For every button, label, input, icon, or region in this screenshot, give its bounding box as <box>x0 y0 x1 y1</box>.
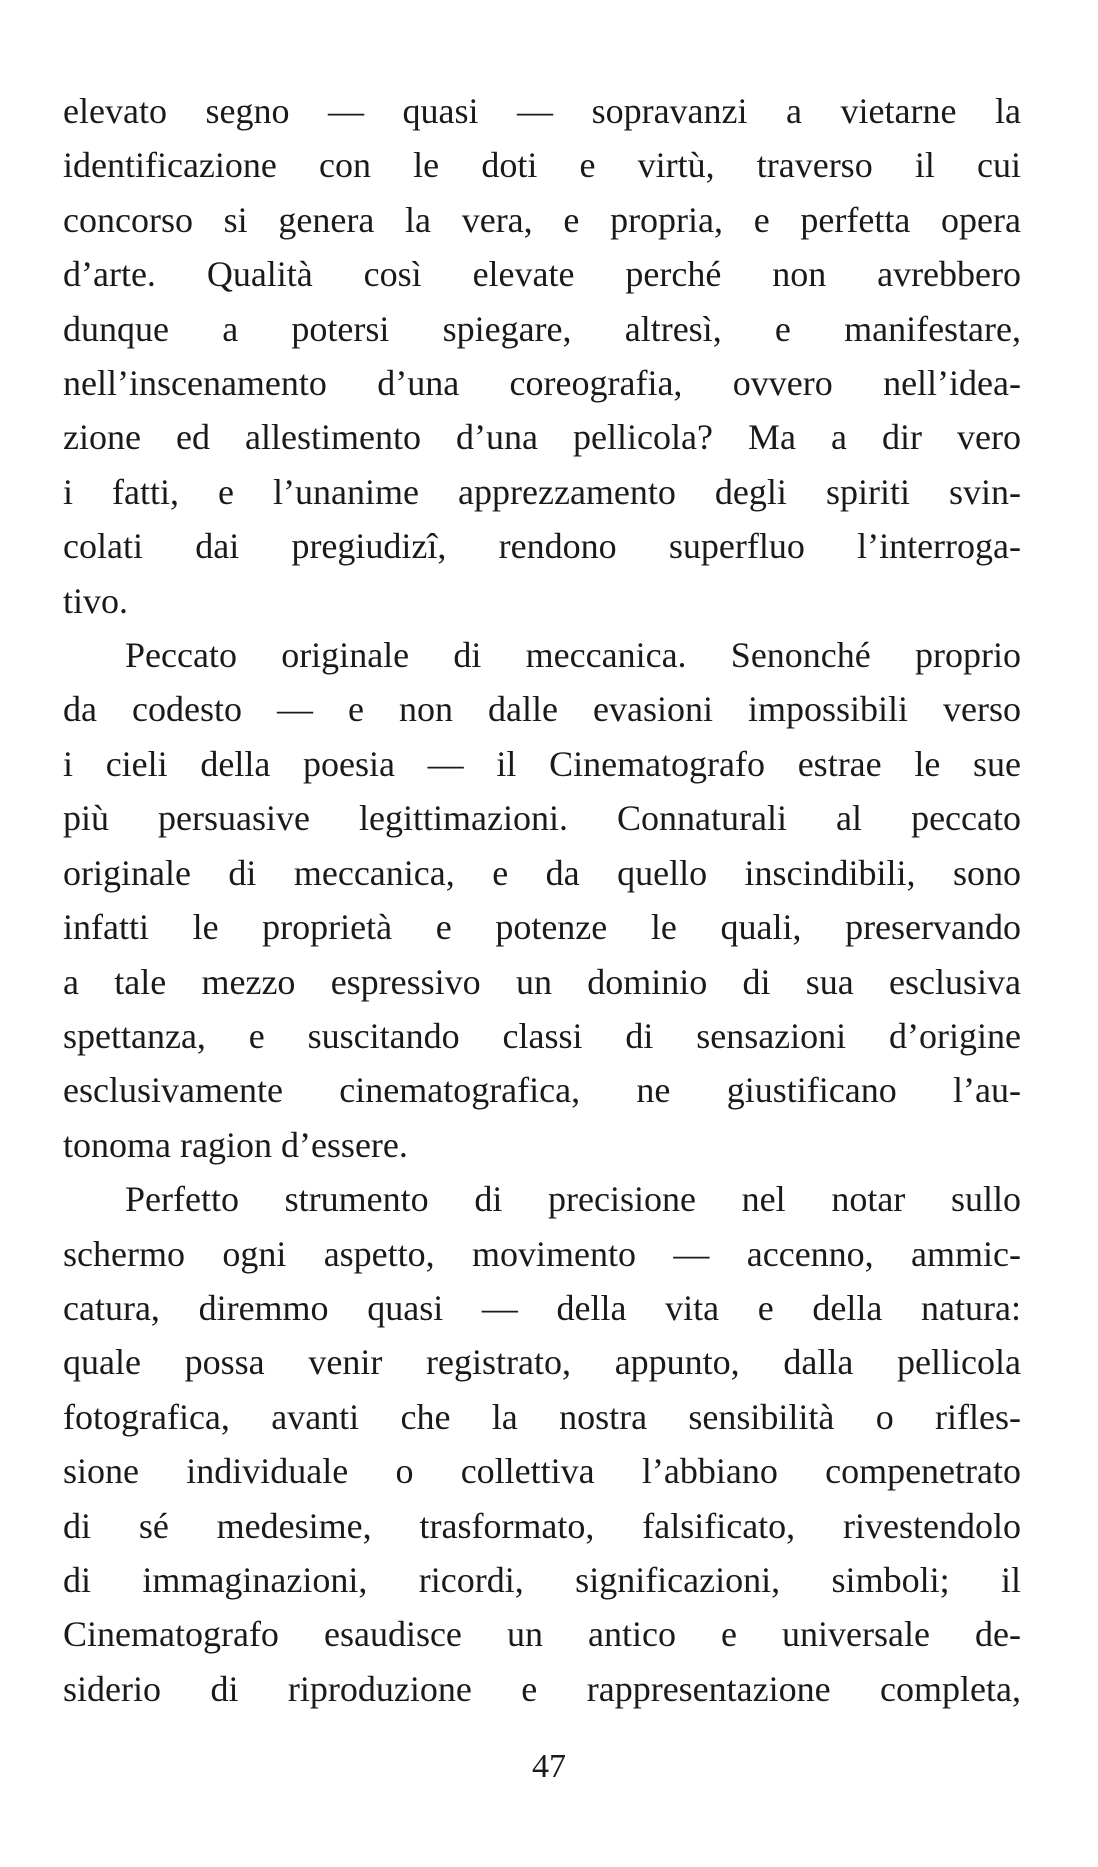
text-line: colati dai pregiudizî, rendono superfluo l’interroga- <box>63 526 1021 567</box>
text-line: dunque a potersi spiegare, altresì, e manifestare, <box>63 308 1021 349</box>
text-line: fotografica, avanti che la nostra sensibilità o rifles- <box>63 1396 1021 1437</box>
text-line: spettanza, e suscitando classi di sensazioni d’origine <box>63 1015 1021 1056</box>
text-line: catura, diremmo quasi — della vita e della natura: <box>63 1287 1021 1328</box>
text-line: esclusivamente cinematografica, ne giustificano l’au- <box>63 1070 1021 1111</box>
text-line: di sé medesime, trasformato, falsificato, rivestendolo <box>63 1505 1021 1546</box>
text-line: identificazione con le doti e virtù, traverso il cui <box>63 145 1021 186</box>
text-line: zione ed allestimento d’una pellicola? Ma a dir vero <box>63 417 1021 458</box>
text-line: sione individuale o collettiva l’abbiano compenetrato <box>63 1451 1021 1492</box>
text-line: schermo ogni aspetto, movimento — accenno, ammic- <box>63 1233 1021 1274</box>
text-line: elevato segno — quasi — sopravanzi a vietarne la <box>63 91 1021 131</box>
text-line: più persuasive legittimazioni. Connaturali al peccato <box>63 798 1021 839</box>
text-line: d’arte. Qualità così elevate perché non avrebbero <box>63 254 1021 295</box>
text-line: tivo. <box>63 580 129 621</box>
text-line: originale di meccanica, e da quello inscindibili, sono <box>63 852 1021 893</box>
paragraph <box>63 1172 1021 1716</box>
text-line: quale possa venir registrato, appunto, dalla pellicola <box>63 1342 1021 1383</box>
text-line: i cieli della poesia — il Cinematografo estrae le sue <box>63 743 1021 784</box>
paragraph <box>63 84 1021 628</box>
text-line: Perfetto strumento di precisione nel notar sullo <box>125 1179 1021 1220</box>
text-line: di immaginazioni, ricordi, significazioni, simboli; il <box>63 1559 1021 1600</box>
page-number: 47 <box>532 1748 566 1785</box>
text-line: siderio di riproduzione e rappresentazione completa, <box>63 1668 1021 1709</box>
text-line: a tale mezzo espressivo un dominio di sua esclusiva <box>63 961 1021 1002</box>
text-line: infatti le proprietà e potenze le quali, preservando <box>63 907 1021 948</box>
text-line: concorso si genera la vera, e propria, e perfetta opera <box>63 199 1021 240</box>
text-line: tonoma ragion d’essere. <box>63 1124 408 1165</box>
paragraph <box>63 628 1021 1172</box>
text-line: da codesto — e non dalle evasioni impossibili verso <box>63 689 1021 730</box>
text-line: Peccato originale di meccanica. Senonché proprio <box>125 635 1021 676</box>
text-line: Cinematografo esaudisce un antico e universale de- <box>63 1614 1021 1655</box>
text-line: i fatti, e l’unanime apprezzamento degli spiriti svin- <box>63 471 1021 512</box>
text-line: nell’inscenamento d’una coreografia, ovvero nell’idea- <box>63 363 1021 404</box>
body-text <box>63 84 1021 1716</box>
